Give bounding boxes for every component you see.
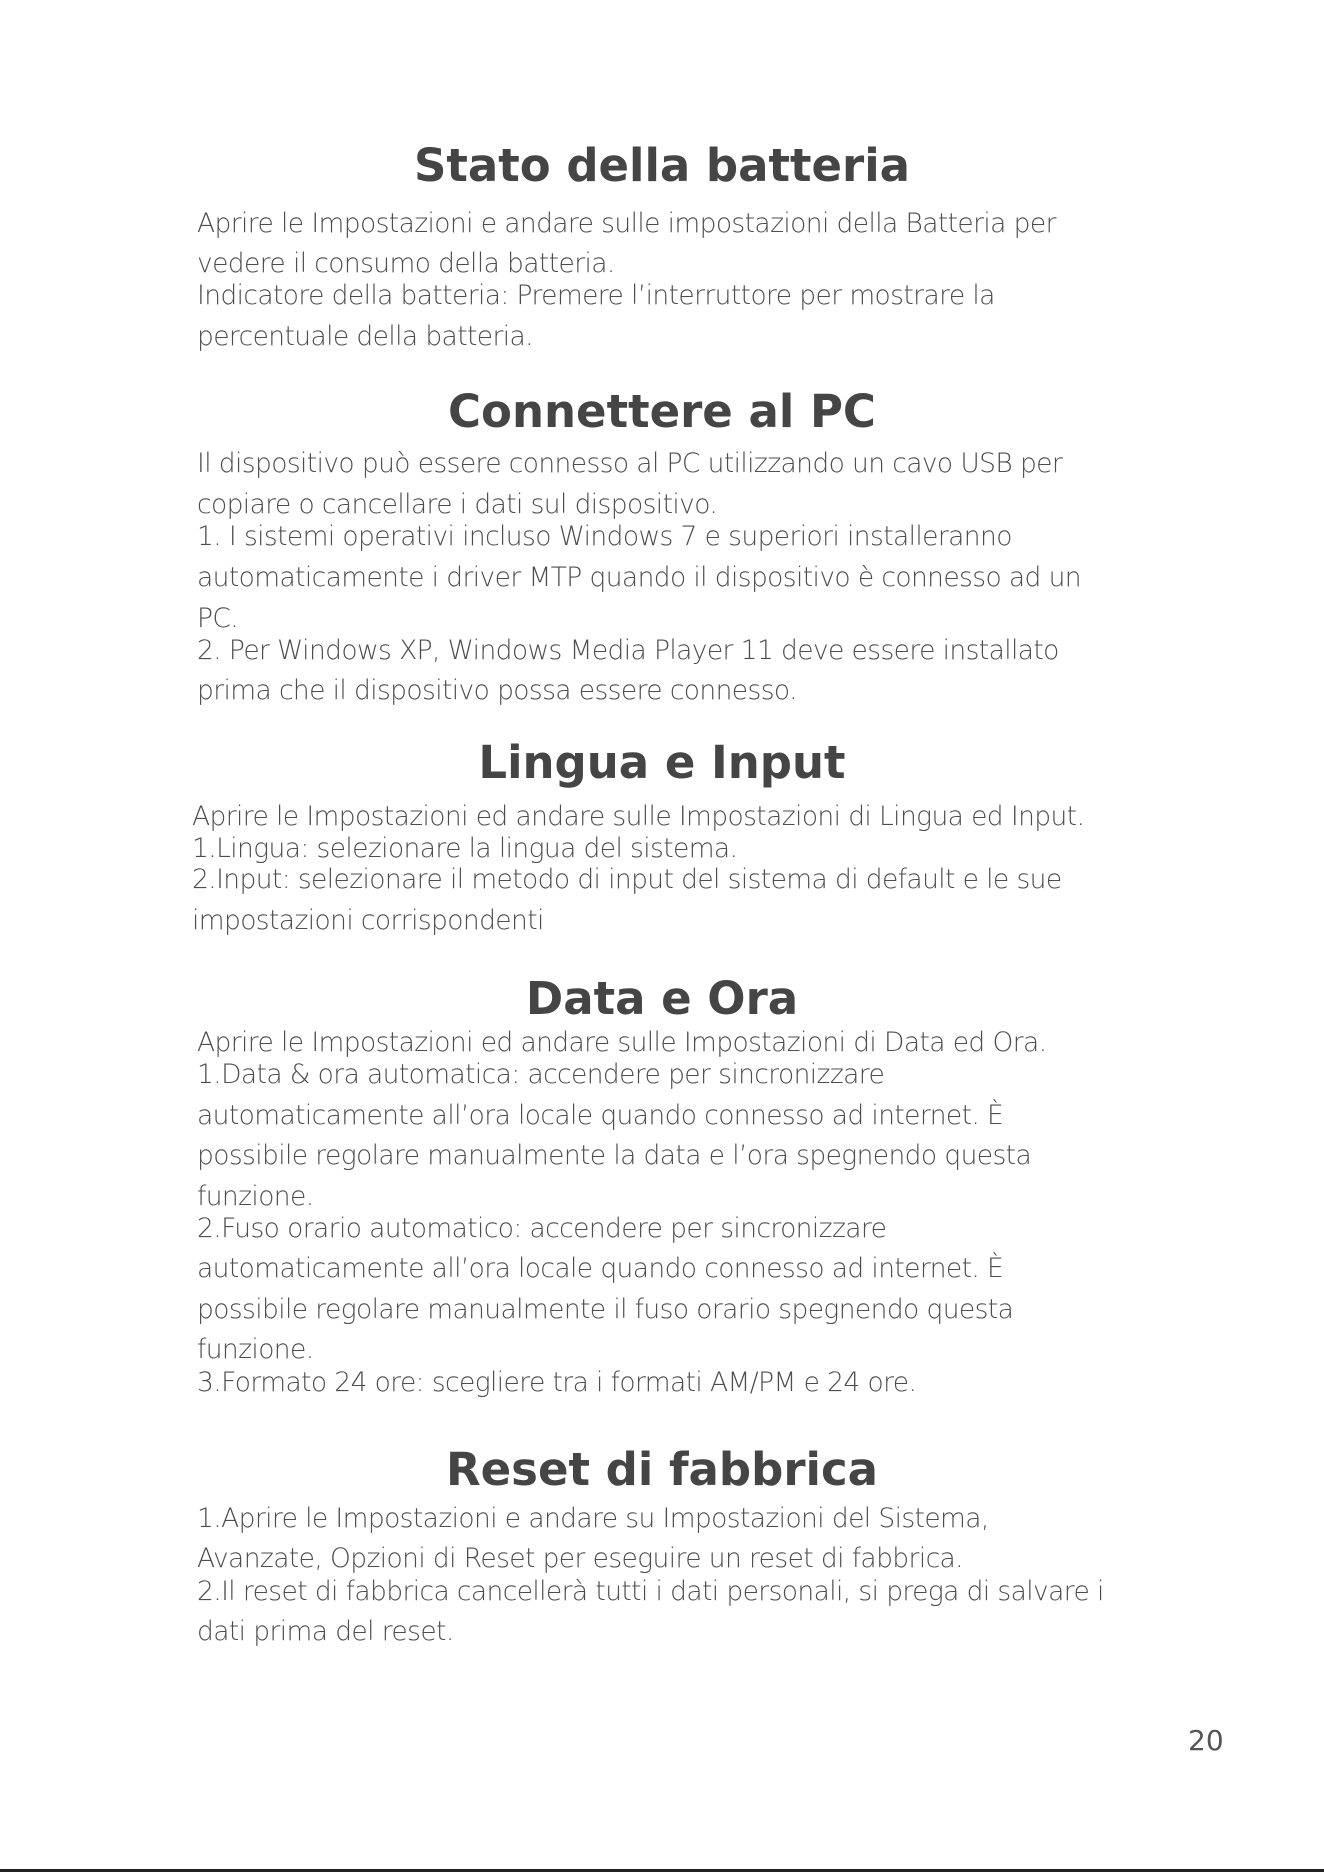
body-line: 2.Il reset di fabbrica cancellerà tutti i dati personali, si prega di salvare i <box>197 1576 1104 1607</box>
body-line: Il dispositivo può essere connesso al PC utilizzando un cavo USB per <box>197 448 1063 479</box>
section-heading-factory-reset: Reset di fabbrica <box>446 1443 878 1496</box>
body-line: copiare o cancellare i dati sul dispositivo. <box>197 489 718 520</box>
body-line: prima che il dispositivo possa essere connesso. <box>197 675 797 706</box>
body-line: 3.Formato 24 ore: scegliere tra i formati AM/PM e 24 ore. <box>197 1367 917 1398</box>
body-line: 1.Aprire le Impostazioni e andare su Impostazioni del Sistema, <box>197 1503 989 1534</box>
body-line: 1. I sistemi operativi incluso Windows 7 e superiori installeranno <box>197 521 1012 552</box>
section-heading-connect-to-pc: Connettere al PC <box>448 385 876 438</box>
page-number: 20 <box>1188 1724 1224 1757</box>
body-line: funzione. <box>197 1181 314 1212</box>
body-line: automaticamente all’ora locale quando connesso ad internet. È <box>197 1100 1004 1131</box>
section-heading-date-time: Data e Ora <box>525 972 799 1025</box>
body-line: Indicatore della batteria: Premere l’interruttore per mostrare la <box>197 280 995 311</box>
body-line: 1.Data & ora automatica: accendere per sincronizzare <box>197 1059 885 1090</box>
section-heading-language-input: Lingua e Input <box>478 736 846 789</box>
body-line: 1.Lingua: selezionare la lingua del sistema. <box>192 833 738 864</box>
body-line: impostazioni corrispondenti <box>192 905 544 936</box>
body-line: 2.Input: selezionare il metodo di input del sistema di default e le sue <box>192 864 1062 895</box>
body-line: Aprire le Impostazioni ed andare sulle Impostazioni di Lingua ed Input. <box>192 801 1085 832</box>
body-line: 2. Per Windows XP, Windows Media Player 11 deve essere installato <box>197 635 1059 666</box>
body-line: Aprire le Impostazioni e andare sulle impostazioni della Batteria per <box>197 208 1056 239</box>
body-line: vedere il consumo della batteria. <box>197 248 615 279</box>
body-line: funzione. <box>197 1334 314 1365</box>
body-line: PC. <box>197 603 239 634</box>
body-line: Aprire le Impostazioni ed andare sulle Impostazioni di Data ed Ora. <box>197 1027 1047 1058</box>
body-line: Avanzate, Opzioni di Reset per eseguire un reset di fabbrica. <box>197 1543 964 1574</box>
body-line: automaticamente all’ora locale quando connesso ad internet. È <box>197 1253 1004 1284</box>
body-line: percentuale della batteria. <box>197 321 533 352</box>
section-heading-battery-status: Stato della batteria <box>413 139 911 192</box>
body-line: dati prima del reset. <box>197 1616 454 1647</box>
body-line: possibile regolare manualmente il fuso orario spegnendo questa <box>197 1294 1014 1325</box>
body-line: automaticamente i driver MTP quando il dispositivo è connesso ad un <box>197 562 1081 593</box>
body-line: 2.Fuso orario automatico: accendere per sincronizzare <box>197 1213 887 1244</box>
body-line: possibile regolare manualmente la data e l’ora spegnendo questa <box>197 1140 1032 1171</box>
